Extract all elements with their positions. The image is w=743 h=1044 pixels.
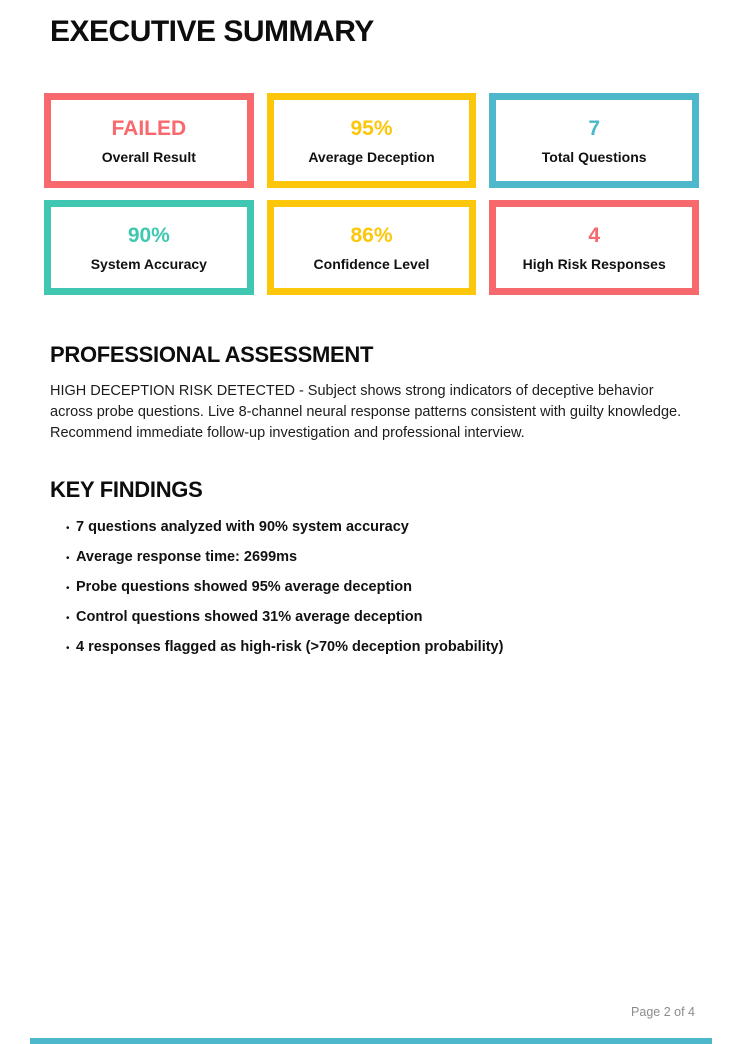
stat-cards-grid	[44, 93, 699, 295]
key-finding-text: Control questions showed 31% average deception	[76, 609, 423, 625]
stat-card-high-risk-responses	[489, 200, 699, 295]
stat-card-system-accuracy	[44, 200, 254, 295]
stat-card-confidence-level	[267, 200, 477, 295]
bullet-dot: •	[66, 583, 70, 594]
key-finding-item	[66, 580, 693, 596]
key-findings-list	[66, 520, 693, 656]
page-number: Page 2 of 4	[631, 1005, 695, 1019]
key-finding-item	[66, 520, 693, 536]
key-findings-heading: KEY FINDINGS	[50, 477, 203, 502]
stat-value: FAILED	[111, 116, 187, 140]
key-finding-text: 4 responses flagged as high-risk (>70% deception probability)	[76, 639, 504, 655]
stat-value: 86%	[350, 223, 393, 247]
stat-value: 4	[588, 223, 600, 247]
key-finding-text: Probe questions showed 95% average deception	[76, 579, 413, 595]
stat-value: 95%	[350, 116, 393, 140]
stat-card-total-questions	[489, 93, 699, 188]
page-title: EXECUTIVE SUMMARY	[50, 15, 374, 48]
stat-label: Total Questions	[541, 148, 647, 165]
key-finding-item	[66, 550, 693, 566]
key-finding-text: 7 questions analyzed with 90% system accuracy	[76, 519, 409, 535]
key-finding-item	[66, 640, 693, 656]
professional-assessment-heading: PROFESSIONAL ASSESSMENT	[50, 342, 374, 367]
stat-value: 7	[588, 116, 600, 140]
stat-label: Average Deception	[308, 148, 435, 165]
bullet-dot: •	[66, 553, 70, 564]
bullet-dot: •	[66, 613, 70, 624]
stat-card-average-deception	[267, 93, 477, 188]
bullet-dot: •	[66, 643, 70, 654]
assessment-body-text: HIGH DECEPTION RISK DETECTED - Subject shows strong indicators of deceptive behavior across probe questions. Live 8-channel neural response patterns consistent with guilty knowledge. Recommend immediate follow-up investigation and professional interview.	[50, 383, 682, 441]
stat-value: 90%	[127, 223, 170, 247]
next-page-edge-bar	[30, 1038, 712, 1044]
bullet-dot: •	[66, 523, 70, 534]
stat-label: System Accuracy	[90, 255, 207, 272]
stat-label: Overall Result	[101, 148, 196, 165]
key-finding-text: Average response time: 2699ms	[76, 549, 298, 565]
key-finding-item	[66, 610, 693, 626]
stat-card-overall-result	[44, 93, 254, 188]
stat-label: Confidence Level	[313, 255, 430, 272]
stat-label: High Risk Responses	[522, 255, 666, 272]
